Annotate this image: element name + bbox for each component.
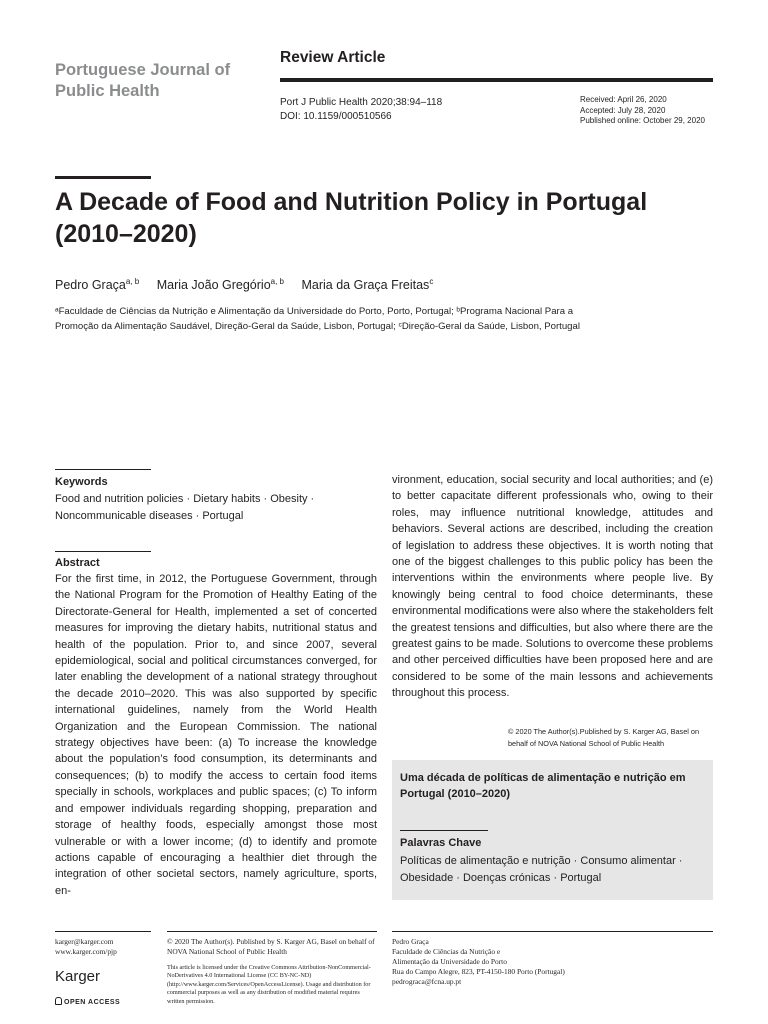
footer-rule-mid xyxy=(167,931,377,932)
portuguese-rule xyxy=(400,830,488,831)
portuguese-summary-box xyxy=(392,760,713,900)
footer-rule-right xyxy=(392,931,713,932)
abstract-text-col2: vironment, education, social security and local authorities; and (e) to better capacitate different professionals who, owing to their roles, may influence nutritional knowledge, attitudes and behaviors. Several actions are described, including the creation of legislation to address these objectives. It is worth noting that one of the biggest challenges to this public policy has been the interventions within the environments where people live. By knowingly being central to food choice determinants, these environmental modifications were also where the stakeholders felt the greatest tensions and difficulties, but also where there are the greatest gains to be made. Solutions to overcome these problems and other perceived difficulties have been proposed here and are considered to be some of the main lessons and achievements throughout this process. xyxy=(392,474,713,700)
article-title: A Decade of Food and Nutrition Policy in Portugal (2010–2020) xyxy=(55,188,648,248)
corr-email[interactable]: pedrograca@fcna.up.pt xyxy=(392,977,462,986)
doi[interactable]: DOI: 10.1159/000510566 xyxy=(280,111,392,122)
keywords-heading: Keywords xyxy=(55,476,108,488)
article-type: Review Article xyxy=(280,49,386,66)
portuguese-title: Uma década de políticas de alimentação e nutrição em Portugal (2010–2020) xyxy=(400,772,686,800)
title-rule xyxy=(55,176,151,179)
correspondence xyxy=(392,937,712,987)
abstract-heading: Abstract xyxy=(55,557,100,569)
footer-copyright: © 2020 The Author(s). Published by S. Karger AG, Basel on behalf of NOVA National School of Public Health xyxy=(167,937,375,956)
footer-license: This article is licensed under the Creative Commons Attribution-NonCommercial-NoDerivatives 4.0 International License (CC BY-NC-ND) (http://www.karger.com/Services/OpenAccessLicense). Usage and distribution for commercial purposes as well as any distribution of modified material requires written permission. xyxy=(167,964,371,1005)
publisher-web[interactable]: www.karger.com/pjp xyxy=(55,947,117,956)
accepted-date: Accepted: July 28, 2020 xyxy=(580,105,666,115)
corr-address-3: Rua do Campo Alegre, 823, PT-4150-180 Porto (Portugal) xyxy=(392,967,565,976)
header-rule xyxy=(280,78,713,82)
citation-block xyxy=(280,96,442,124)
keywords-rule xyxy=(55,469,151,470)
portuguese-keywords-heading: Palavras Chave xyxy=(400,837,482,849)
publisher-email[interactable]: karger@karger.com xyxy=(55,937,114,946)
author: Pedro Graça$^{a, b}$ xyxy=(55,277,140,293)
author: Maria João Gregório$^{a, b}$ xyxy=(156,277,284,293)
publisher-contact xyxy=(55,937,117,957)
keywords-text: Food and nutrition policies · Dietary habits · Obesity · Noncommunicable diseases · Portugal xyxy=(55,493,315,522)
open-access-label: OPEN ACCESS xyxy=(55,997,120,1006)
author: Maria da Graça Freitas$^c$ xyxy=(301,277,434,293)
received-date: Received: April 26, 2020 xyxy=(580,95,667,104)
affiliations: ᵃFaculdade de Ciências da Nutrição e Alimentação da Universidade do Porto, Porto, Portugal; ᵇPrograma Nacional Para a Promoção da Alimentação Saudável, Direção-Geral da Saúde, Lisbon, Portugal; ᶜDireção-Geral da Saúde, Lisbon, Portugal xyxy=(55,306,580,332)
open-lock-icon xyxy=(55,997,62,1005)
footer-rule-left xyxy=(55,931,151,932)
abstract-text-col1: For the first time, in 2012, the Portuguese Government, through the National Program for the Promotion of Healthy Eating of the Directorate-General for Health, implemented a set of concerted measures for improving the dietary habits, nutritional status and health of the population. Prior to, and since 2007, several epidemiological, social and political circumstances converged, for later enabling the development of a national strategy throughout the decade 2010–2020. This was also supported by specific international guidelines, namely from the World Health Organization and the European Commission. The national strategy objectives have been: (a) To increase the knowledge about the population’s food consumption, its determinants and consequences; (b) to modify the access to certain food items specially in schools, workplaces and public spaces; (c) To inform and empower individuals regarding shopping, preparation and storage of healthy foods, especially amongst those most vulnerable or with a lower income; (d) to identify and promote actions capable of encouraging a healthier diet through the integration of other societal sectors, namely agriculture, sports, en- xyxy=(55,573,377,897)
corr-address-2: Alimentação da Universidade do Porto xyxy=(392,957,507,966)
author-list xyxy=(55,277,447,292)
abstract-rule xyxy=(55,551,151,552)
journal-name: Portuguese Journal of Public Health xyxy=(55,61,231,100)
dates-block xyxy=(580,95,705,127)
karger-logo: Karger xyxy=(55,968,101,985)
corr-name: Pedro Graça xyxy=(392,937,429,946)
corr-address-1: Faculdade de Ciências da Nutrição e xyxy=(392,947,501,956)
abstract-license: © 2020 The Author(s).Published by S. Karger AG, Basel on behalf of NOVA National School of Public Health xyxy=(508,727,700,748)
portuguese-keywords: Políticas de alimentação e nutrição · Consumo alimentar · Obesidade · Doenças crónicas · Portugal xyxy=(400,855,683,884)
citation: Port J Public Health 2020;38:94–118 xyxy=(280,97,443,108)
published-date: Published online: October 29, 2020 xyxy=(580,116,705,125)
